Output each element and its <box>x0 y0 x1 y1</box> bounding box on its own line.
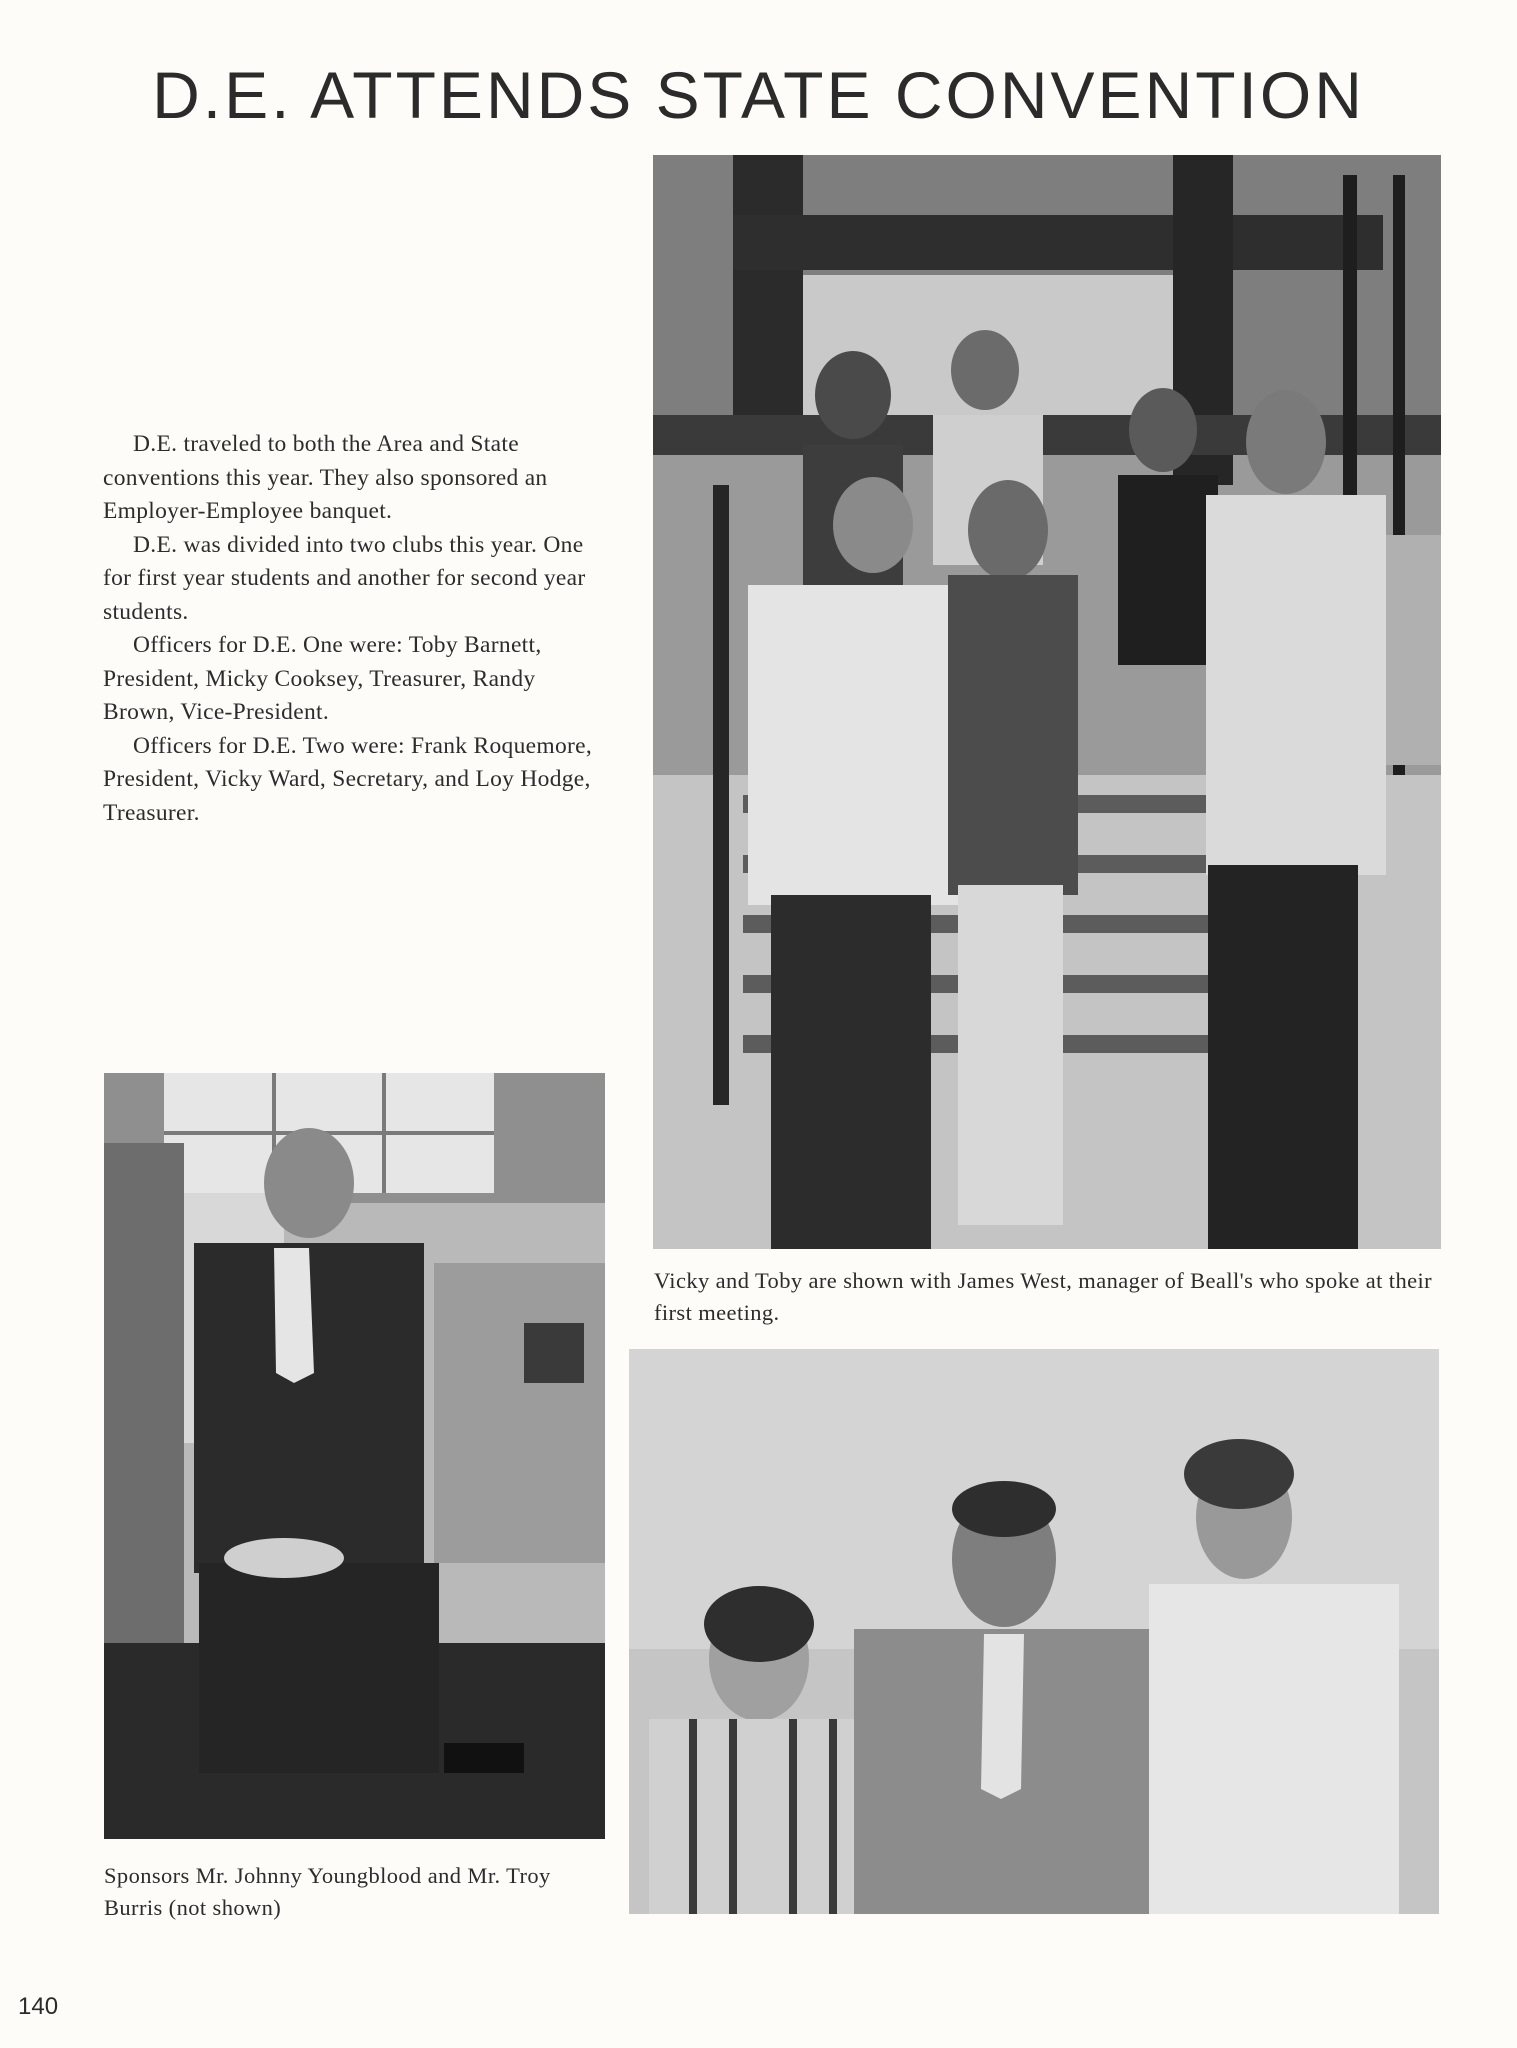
paragraph: D.E. was divided into two clubs this year. One for first year students and another for second year students. <box>103 531 586 625</box>
page-title: D.E. ATTENDS STATE CONVENTION <box>152 58 1365 132</box>
group-photo-on-stairs <box>653 155 1441 1249</box>
sponsor-caption: Sponsors Mr. Johnny Youngblood and Mr. Troy Burris (not shown) <box>104 1863 551 1920</box>
paragraph: Officers for D.E. Two were: Frank Roquemore, President, Vicky Ward, Secretary, and Loy Hodge, Treasurer. <box>103 732 593 826</box>
guest-speaker-photo <box>629 1349 1439 1914</box>
sponsor-photo <box>104 1073 605 1839</box>
article-body <box>103 428 608 830</box>
paragraph: Officers for D.E. One were: Toby Barnett, President, Micky Cooksey, Treasurer, Randy Brown, Vice-President. <box>103 632 542 725</box>
paragraph: D.E. traveled to both the Area and State conventions this year. They also sponsored an Employer-Employee banquet. <box>103 431 548 524</box>
page-number: 140 <box>18 1993 59 2020</box>
guest-speaker-caption: Vicky and Toby are shown with James West, manager of Beall's who spoke at their first meeting. <box>654 1268 1433 1325</box>
